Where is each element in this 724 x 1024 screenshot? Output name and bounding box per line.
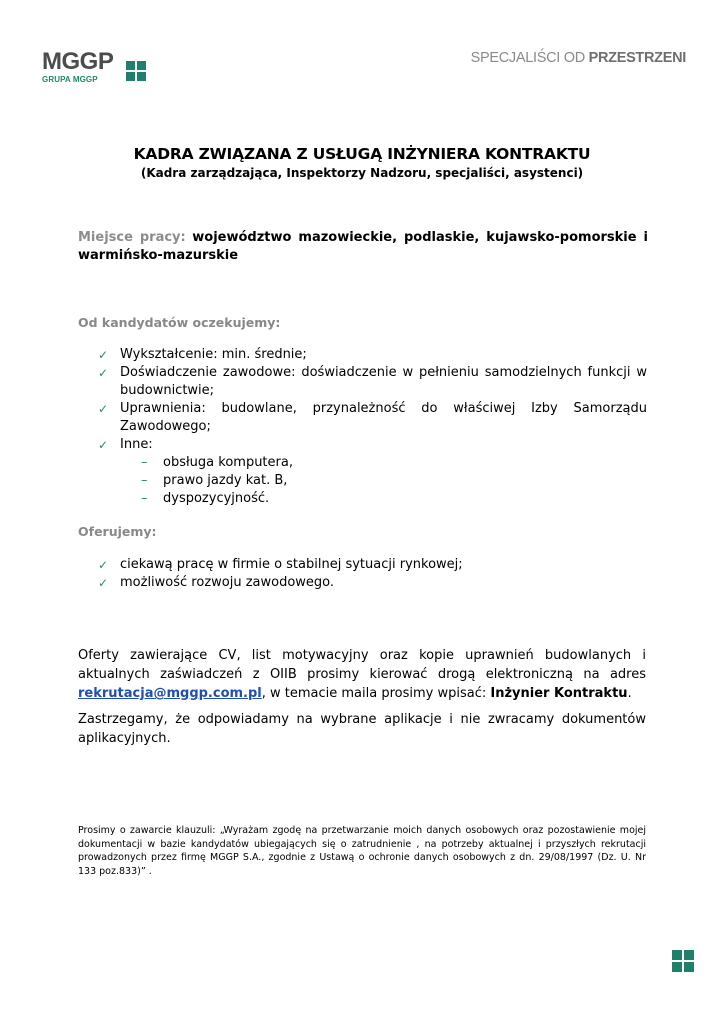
sub-list-item-text: prawo jazdy kat. B, bbox=[163, 473, 288, 488]
mggp-logo bbox=[42, 50, 113, 84]
checkmark-icon: ✓ bbox=[98, 402, 109, 416]
application-text-end: . bbox=[627, 686, 632, 701]
data-consent-clause: Prosimy o zawarcie klauzuli: „Wyrażam zgodę na przetwarzanie moich danych osobowych oraz pozostawienie mojej dokumentacji w bazie kandydatów ubiegających się o zatrudnienie , na potrzeby aktualnej i przyszłych rekrutacji prowadzonych przez firmę MGGP S.A., zgodnie z Ustawą o ochronie danych osobowych z dn. 29/08/1997 (Dz. U. Nr 133 poz.833)” . bbox=[78, 825, 646, 877]
reservation-note: Zastrzegamy, że odpowiadamy na wybrane aplikacje i nie zwracamy dokumentów aplikacyjnych. bbox=[78, 712, 646, 746]
footer-squares-icon bbox=[672, 950, 694, 972]
list-item bbox=[77, 364, 647, 400]
list-item-text: ciekawą pracę w firmie o stabilnej sytuacji rynkowej; bbox=[120, 557, 463, 572]
application-instructions bbox=[78, 646, 646, 703]
expectations-heading: Od kandydatów oczekujemy: bbox=[78, 315, 281, 330]
page-subtitle: (Kadra zarządzająca, Inspektorzy Nadzoru, specjaliści, asystenci) bbox=[140, 166, 584, 180]
list-item-text: Uprawnienia: budowlane, przynależność do właściwej Izby Samorządu Zawodowego; bbox=[120, 401, 647, 434]
logo-text: MGGP bbox=[42, 48, 114, 75]
sub-list-item bbox=[120, 490, 647, 508]
offer-heading: Oferujemy: bbox=[78, 524, 157, 539]
other-requirements-list bbox=[120, 454, 647, 508]
tagline-bold: PRZESTRZENI bbox=[588, 50, 686, 66]
offer-list bbox=[77, 556, 647, 592]
list-item-text: Inne: bbox=[120, 437, 153, 452]
email-subject: Inżynier Kontraktu bbox=[490, 686, 628, 701]
checkmark-icon: ✓ bbox=[98, 366, 109, 380]
list-item bbox=[77, 574, 647, 592]
list-item-text: możliwość rozwoju zawodowego. bbox=[120, 575, 335, 590]
dash-icon: – bbox=[141, 491, 148, 506]
logo-subtext: GRUPA MGGP bbox=[42, 75, 98, 84]
list-item bbox=[77, 436, 647, 508]
logo-squares-icon bbox=[126, 61, 146, 81]
list-item bbox=[77, 400, 647, 436]
dash-icon: – bbox=[141, 455, 148, 470]
dash-icon: – bbox=[141, 473, 148, 488]
tagline-light: SPECJALIŚCI OD bbox=[470, 50, 589, 66]
application-text-middle: , w temacie maila prosimy wpisać: bbox=[261, 686, 491, 701]
sub-list-item bbox=[120, 472, 647, 490]
checkmark-icon: ✓ bbox=[98, 348, 109, 362]
checkmark-icon: ✓ bbox=[98, 558, 109, 572]
email-link[interactable]: rekrutacja@mggp.com.pl bbox=[78, 686, 262, 701]
work-location bbox=[78, 229, 648, 265]
expectations-list bbox=[77, 346, 647, 508]
list-item bbox=[77, 346, 647, 364]
location-value: województwo mazowieckie, podlaskie, kujawsko-pomorskie i warmińsko-mazurskie bbox=[78, 230, 648, 263]
sub-list-item bbox=[120, 454, 647, 472]
sub-list-item-text: dyspozycyjność. bbox=[163, 491, 270, 506]
checkmark-icon: ✓ bbox=[98, 438, 109, 452]
company-tagline bbox=[471, 50, 686, 66]
application-text-before: Oferty zawierające CV, list motywacyjny oraz kopie uprawnień budowlanych i aktualnych zaświadczeń z OIIB prosimy kierować drogą elektroniczną na adres bbox=[78, 648, 646, 682]
sub-list-item-text: obsługa komputera, bbox=[163, 455, 293, 470]
list-item-text: Doświadczenie zawodowe: doświadczenie w pełnieniu samodzielnych funkcji w budownictwie; bbox=[120, 365, 647, 398]
list-item-text: Wykształcenie: min. średnie; bbox=[120, 347, 307, 362]
location-label: Miejsce pracy: bbox=[78, 230, 186, 245]
page-title: KADRA ZWIĄZANA Z USŁUGĄ INŻYNIERA KONTRAKTU bbox=[133, 145, 591, 163]
checkmark-icon: ✓ bbox=[98, 576, 109, 590]
list-item bbox=[77, 556, 647, 574]
